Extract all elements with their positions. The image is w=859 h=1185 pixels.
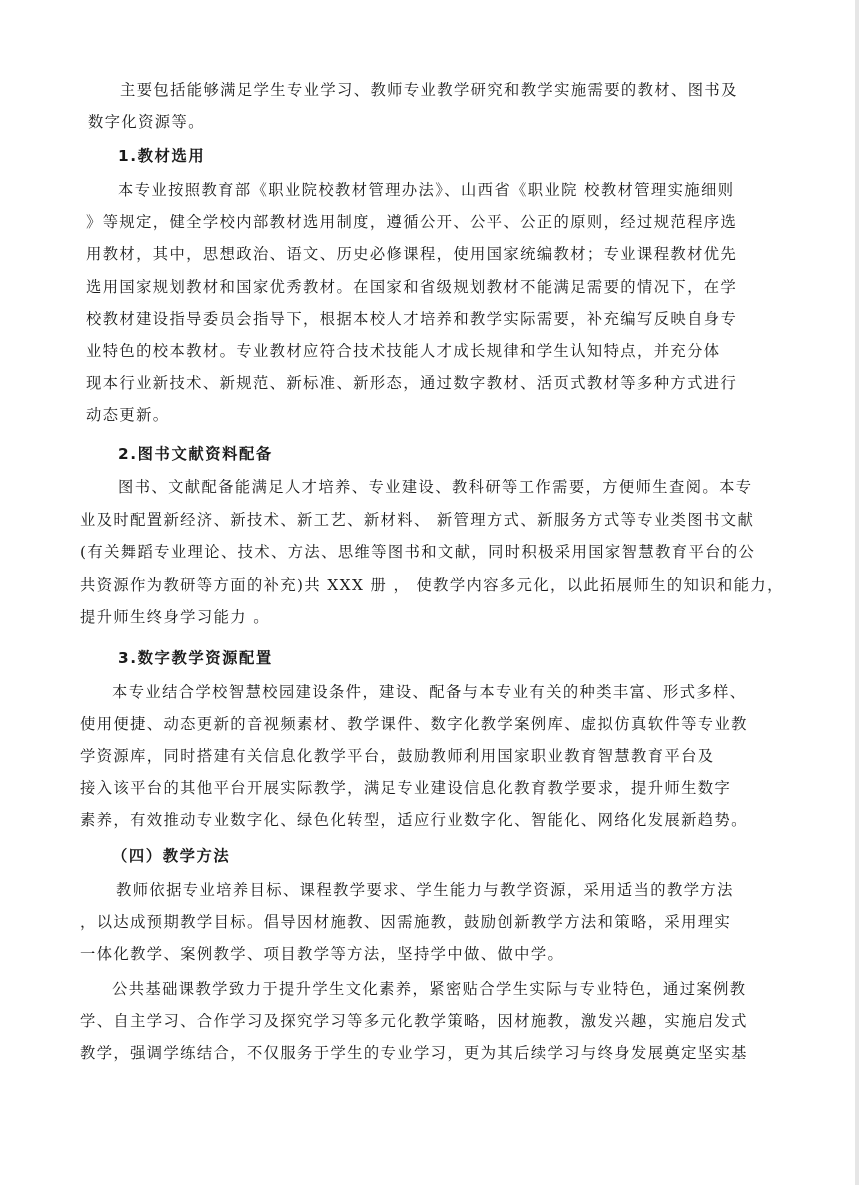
paragraph-line: 使用便捷、动态更新的音视频素材、教学课件、数字化教学案例库、虚拟仿真软件等专业教 xyxy=(80,715,748,733)
paragraph-line: 选用国家规划教材和国家优秀教材。在国家和省级规划教材不能满足需要的情况下，在学 xyxy=(86,278,738,296)
intro-line: 主要包括能够满足学生专业学习、教师专业教学研究和教学实施需要的教材、图书及 xyxy=(120,81,738,99)
paragraph-line: 素养，有效推动专业数字化、绿色化转型，适应行业数字化、智能化、网络化发展新趋势。 xyxy=(80,811,748,829)
paragraph-line: 学、自主学习、合作学习及探究学习等多元化教学策略，因材施教，激发兴趣，实施启发式 xyxy=(80,1012,748,1030)
intro-line: 数字化资源等。 xyxy=(88,113,205,131)
paragraph-line: 一体化教学、案例教学、项目教学等方法，坚持学中做、做中学。 xyxy=(80,945,565,963)
section-heading-library: 2.图书文献资料配备 xyxy=(118,445,273,463)
paragraph-line: 业特色的校本教材。专业教材应符合技术技能人才成长规律和学生认知特点，并充分体 xyxy=(86,342,721,360)
paragraph-line: 校教材建设指导委员会指导下，根据本校人才培养和教学实际需要，补充编写反映自身专 xyxy=(86,310,738,328)
paragraph-line: 用教材，其中，思想政治、语文、历史必修课程，使用国家统编教材；专业课程教材优先 xyxy=(86,245,738,263)
section-heading-textbooks: 1.教材选用 xyxy=(118,147,206,165)
paragraph-line: (有关舞蹈专业理论、技术、方法、思维等图书和文献，同时积极采用国家智慧教育平台的公 xyxy=(80,543,756,561)
paragraph-line: 共资源作为教研等方面的补充)共 XXX 册 ， 使教学内容多元化，以此拓展师生的知识和能力， xyxy=(80,576,784,594)
paragraph-line: 动态更新。 xyxy=(86,406,170,424)
page-edge xyxy=(855,0,859,1185)
paragraph-line: 接入该平台的其他平台开展实际教学，满足专业建设信息化教育教学要求，提升师生数字 xyxy=(80,779,732,797)
paragraph-line: 本专业结合学校智慧校园建设条件，建设、配备与本专业有关的种类丰富、形式多样、 xyxy=(112,683,747,701)
paragraph-line: 公共基础课教学致力于提升学生文化素养，紧密贴合学生实际与专业特色，通过案例教 xyxy=(112,980,747,998)
paragraph-line: ，以达成预期教学目标。倡导因材施教、因需施教，鼓励创新教学方法和策略，采用理实 xyxy=(80,913,732,931)
paragraph-line: 教学，强调学练结合，不仅服务于学生的专业学习，更为其后续学习与终身发展奠定坚实基 xyxy=(80,1044,748,1062)
paragraph-line: 提升师生终身学习能力 。 xyxy=(80,608,270,626)
paragraph-line: 图书、文献配备能满足人才培养、专业建设、教科研等工作需要，方便师生查阅。本专 xyxy=(118,478,753,496)
paragraph-line: 现本行业新技术、新规范、新标准、新形态，通过数字教材、活页式教材等多种方式进行 xyxy=(86,374,738,392)
paragraph-line: 本专业按照教育部《职业院校教材管理办法》、山西省《职业院 校教材管理实施细则 xyxy=(118,181,735,199)
paragraph-line: 业及时配置新经济、新技术、新工艺、新材料、 新管理方式、新服务方式等专业类图书文献 xyxy=(80,511,755,529)
paragraph-line: 》等规定，健全学校内部教材选用制度，遵循公开、公平、公正的原则，经过规范程序选 xyxy=(86,213,738,231)
paragraph-line: 教师依据专业培养目标、课程教学要求、学生能力与教学资源，采用适当的教学方法 xyxy=(116,881,734,899)
paragraph-line: 学资源库，同时搭建有关信息化教学平台，鼓励教师利用国家职业教育智慧教育平台及 xyxy=(80,747,715,765)
section-heading-digital: 3.数字教学资源配置 xyxy=(118,649,273,667)
section-heading-methods: （四）教学方法 xyxy=(112,847,231,865)
